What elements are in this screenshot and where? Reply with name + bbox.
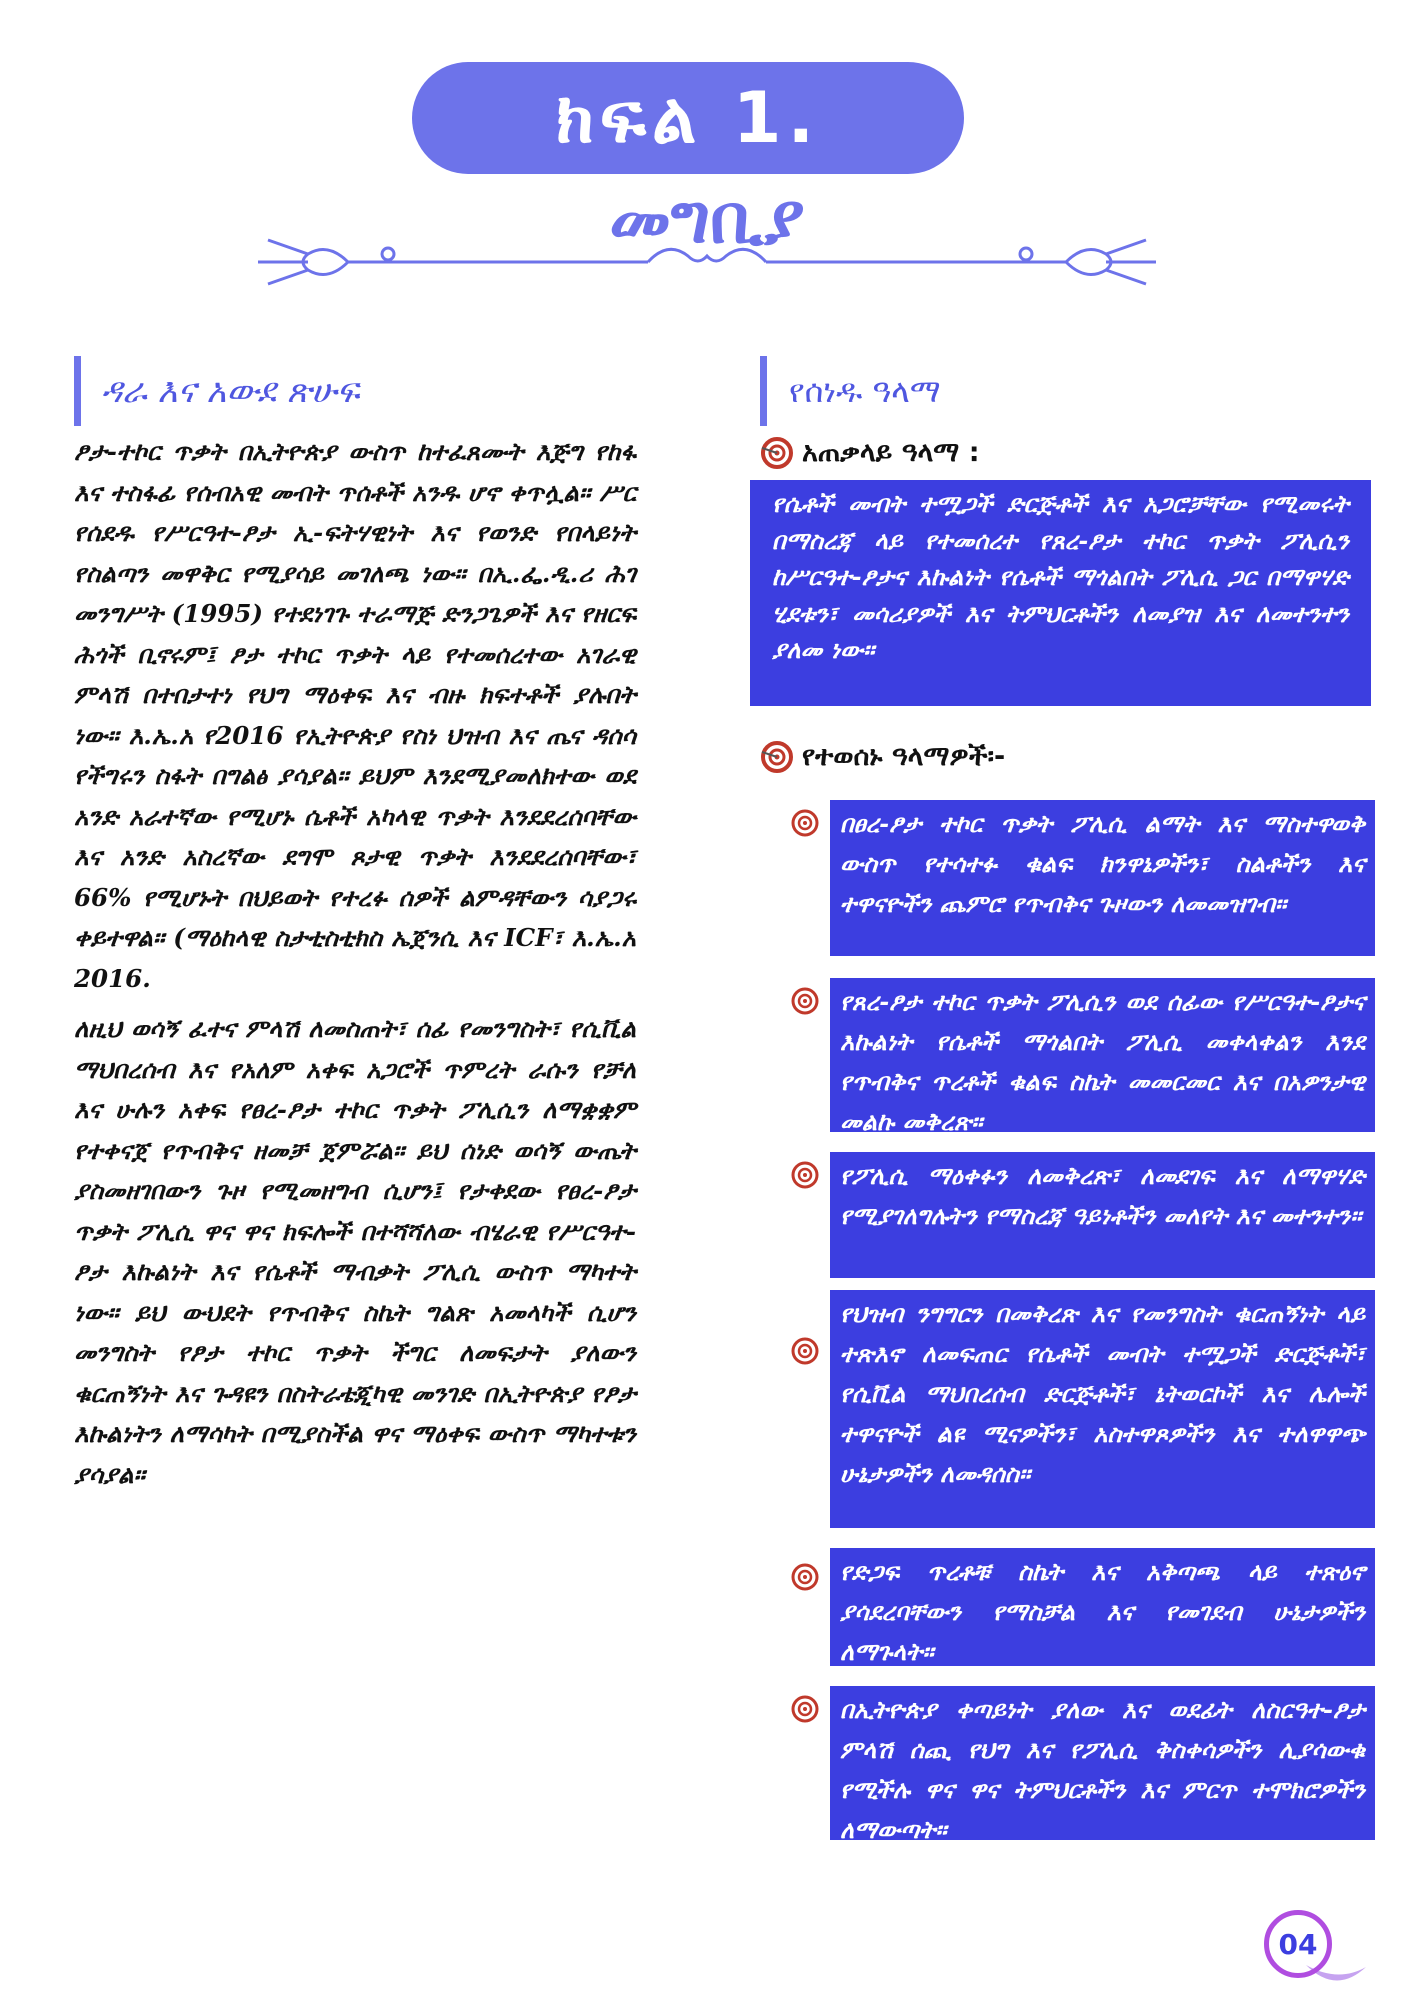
objective-text-4: የህዝብ ንግግርን በመቅረጽ እና የመንግስት ቁርጠኝነት ላይ ተጽእኖ ለመፍጠር የሴቶች መብት ተሟጋች ድርጅቶች፣ የሲቪል ማህበረሰብ ድርጅቶች፣ ኔትወርኮች እና ሌሎች ተዋናዮች ልዩ ሚናዎችን፣ አስተዋጾዎችን እና ተለዋዋጭ ሁኔታዎችን ለመዳሰስ። — [830, 1290, 1375, 1528]
page-number: 04 — [1264, 1910, 1332, 1978]
section-heading-background: ዳራ እና አውደ ጽሁፍ — [74, 356, 636, 426]
objective-text-3: የፖሊሲ ማዕቀፉን ለመቅረጽ፣ ለመደገፍ እና ለማዋሃድ የሚያገለግሉትን የማስረጃ ዓይነቶችን መለየት እና መተንተን። — [830, 1152, 1375, 1278]
objective-text-2: የጸረ-ፆታ ተኮር ጥቃት ፖሊሲን ወደ ሰፊው የሥርዓተ-ፆታና እኩልነት የሴቶች ማጎልበት ፖሊሲ መቀላቀልን እንደ የጥብቅና ጥረቶች ቁልፍ ስኬት መመርመር እና በአዎንታዊ መልኩ መቅረጽ። — [830, 978, 1375, 1132]
target-bullet-icon — [790, 808, 820, 838]
objective-text-1: በፀረ-ፆታ ተኮር ጥቃት ፖሊሲ ልማት እና ማስተዋወቅ ውስጥ የተሳተፉ ቁልፍ ክንዋኔዎችን፣ ስልቶችን እና ተዋናዮችን ጨምሮ የጥብቅና ጉዞውን ለመመዝገብ። — [830, 800, 1375, 956]
background-section — [74, 356, 636, 1495]
objective-text-5: የድጋፍ ጥረቶቹ ስኬት እና አቅጣጫ ላይ ተጽዕኖ ያሳደረባቸውን የማስቻል እና የመገደብ ሁኔታዎችን ለማጉላት። — [830, 1548, 1375, 1666]
target-bullet-icon — [790, 1336, 820, 1366]
target-bullet-icon — [790, 986, 820, 1016]
chapter-title: ክፍል 1. — [412, 62, 964, 174]
target-bullet-icon — [790, 1562, 820, 1592]
general-objective-text: የሴቶች መብት ተሟጋች ድርጅቶች እና አጋሮቻቸው የሚመሩት በማስረጃ ላይ የተመሰረተ የጸረ-ፆታ ተኮር ጥቃት ፖሊሲን ከሥርዓተ-ፆታና እኩልነት የሴቶች ማጎልበት ፖሊሲ ጋር በማዋሃድ ሂደቱን፣ መሳሪያዎች እና ትምህርቶችን ለመያዝ እና ለመተንተን ያለመ ነው። — [750, 480, 1371, 706]
general-objective-title: አጠቃላይ ዓላማ : — [802, 437, 980, 468]
target-icon — [760, 436, 794, 470]
target-bullet-icon — [790, 1694, 820, 1724]
objective-text-6: በኢትዮጵያ ቀጣይነት ያለው እና ወደፊት ለስርዓተ-ፆታ ምላሽ ሰጪ የህግ እና የፖሊሲ ቅስቀሳዎችን ሊያሳውቁ የሚችሉ ዋና ዋና ትምህርቶችን እና ምርጥ ተሞክሮዎችን ለማውጣት። — [830, 1686, 1375, 1840]
chapter-subtitle: መግቢያ — [609, 180, 805, 259]
general-objective-label — [760, 436, 980, 470]
target-bullet-icon — [790, 1160, 820, 1190]
specific-objectives-title: የተወሰኑ ዓላማዎች፡- — [802, 741, 1006, 772]
background-paragraph-1: ፆታ-ተኮር ጥቃት በኢትዮጵያ ውስጥ ከተፈጸሙት እጅግ የከፋ እና ተስፋፊ የሰብአዊ መብት ጥሰቶች አንዱ ሆኖ ቀጥሏል። ሥር የሰደዱ የሥርዓተ-ፆታ ኢ-ፍትሃዊነት እና የወንድ የበላይነት የስልጣን መዋቅር የሚያሳይ መገለጫ ነው። በኢ.ፌ.ዲ.ሪ ሕገ መንግሥት (1995) የተደነገጉ ተራማጅ ድንጋጌዎች እና የዘርፍ ሕጎች ቢኖሩም፤ ፆታ ተኮር ጥቃት ላይ የተመሰረተው አገራዊ ምላሽ በተበታተነ የህግ ማዕቀፍ እና ብዙ ክፍተቶች ያሉበት ነው። እ.ኤ.አ የ2016 የኢትዮጵያ የስነ ህዝብ እና ጤና ዳሰሳ የችግሩን ስፋት በግልፅ ያሳያል። ይህም እንደሚያመለክተው ወደ አንድ አራተኛው የሚሆኑ ሴቶች አካላዊ ጥቃት እንደደረሰባቸው እና አንድ አስረኛው ደግሞ ጾታዊ ጥቃት እንደደረሰባቸው፣ 66% የሚሆኑት በህይወት የተረፉ ሰዎች ልምዳቸውን ሳያጋሩ ቀይተዋል። (ማዕከላዊ ስታቲስቲክስ ኤጀንሲ እና ICF፣ እ.ኤ.አ 2016. — [74, 437, 636, 993]
target-icon — [760, 740, 794, 774]
specific-objectives-label — [760, 740, 1005, 774]
background-paragraph-2: ለዚህ ወሳኝ ፈተና ምላሽ ለመስጠት፣ ሰፊ የመንግስት፣ የሲቪል ማህበረሰብ እና የአለም አቀፍ አጋሮች ጥምረት ራሱን የቻለ እና ሁሉን አቀፍ የፀረ-ፆታ ተኮር ጥቃት ፖሊሲን ለማቋቋም የተቀናጀ የጥብቅና ዘመቻ ጀምሯል። ይህ ሰነድ ወሳኝ ውጤት ያስመዘገበውን ጉዞ የሚመዘግብ ሲሆን፤ የታቀደው የፀረ-ፆታ ጥቃት ፖሊሲ ዋና ዋና ክፍሎች በተሻሻለው ብሄራዊ የሥርዓተ-ፆታ እኩልነት እና የሴቶች ማብቃት ፖሊሲ ውስጥ ማካተት ነው። ይህ ውህደት የጥብቅና ስኬት ግልጽ አመላካች ሲሆን መንግስት የፆታ ተኮር ጥቃት ችግር ለመፍታት ያለውን ቁርጠኝነት እና ጉዳዩን በስትራቴጂካዊ መንገድ በኢትዮጵያ የፆታ እኩልነትን ለማሳካት በሚያስችል ዋና ማዕቀፍ ውስጥ ማካተቱን ያሳያል። — [74, 1014, 636, 1489]
section-heading-purpose: የሰነዱ ዓላማ — [760, 356, 941, 426]
divider-ornament — [248, 232, 1166, 292]
